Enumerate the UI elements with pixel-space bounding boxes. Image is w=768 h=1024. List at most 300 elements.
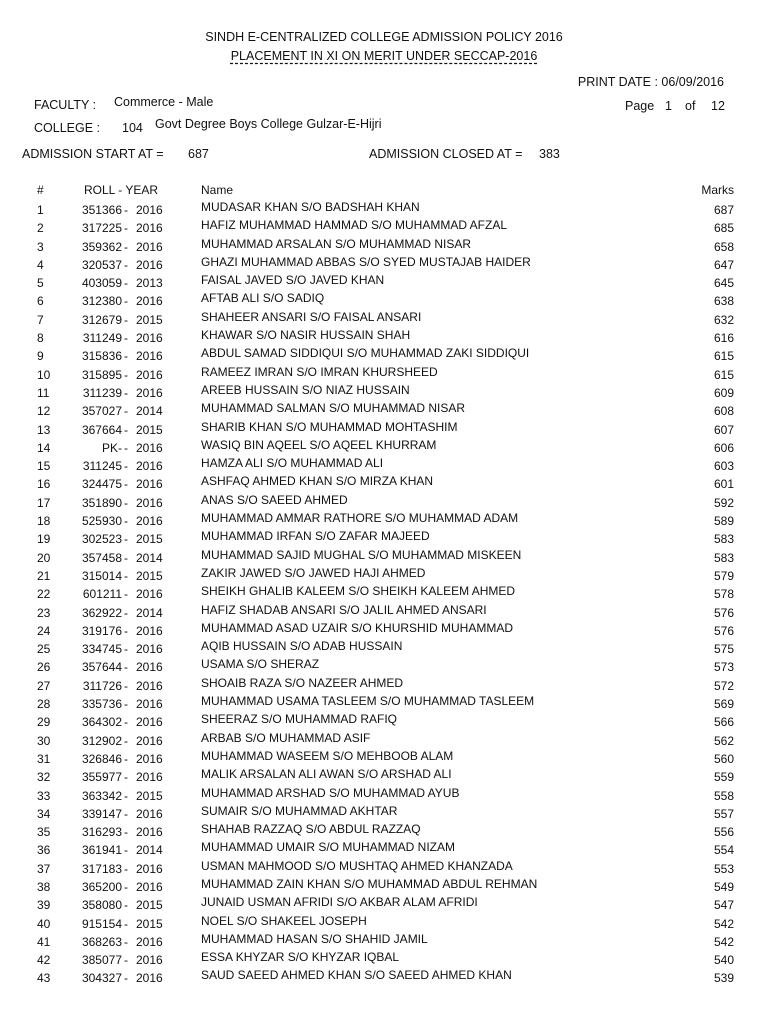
row-separator: - (124, 861, 128, 876)
row-name: HAFIZ SHADAB ANSARI S/O JALIL AHMED ANSARI (201, 602, 487, 617)
row-roll: 311249 (82, 331, 122, 346)
row-roll: 319176 (81, 623, 122, 638)
row-marks: 647 (713, 257, 734, 272)
row-separator: - (124, 221, 128, 236)
row-marks: 542 (713, 916, 734, 931)
row-year: 2016 (136, 203, 163, 217)
row-year: 2016 (136, 678, 163, 693)
row-marks: 607 (713, 422, 734, 437)
row-roll: 364302 (81, 715, 122, 730)
row-year: 2016 (136, 642, 163, 657)
row-roll: 317225 (81, 221, 122, 236)
row-roll: 317183 (81, 861, 122, 876)
table-row (0, 695, 768, 713)
row-year: 2016 (136, 623, 163, 638)
row-separator: - (124, 312, 128, 327)
row-separator: - (124, 587, 128, 602)
row-separator: - (124, 203, 128, 217)
row-marks: 549 (713, 879, 734, 894)
row-name: MUHAMMAD HASAN S/O SHAHID JAMIL (201, 931, 428, 946)
row-number: 40 (37, 916, 51, 931)
table-row (0, 439, 768, 457)
row-name: SUMAIR S/O MUHAMMAD AKHTAR (201, 803, 398, 818)
row-year: 2016 (136, 861, 163, 876)
row-roll: 312380 (81, 294, 122, 309)
row-name: NOEL S/O SHAKEEL JOSEPH (201, 913, 367, 928)
row-roll: 311245 (82, 459, 122, 474)
row-name: ESSA KHYZAR S/O KHYZAR IQBAL (201, 950, 400, 965)
row-year: 2016 (136, 660, 163, 675)
row-name: USMAN MAHMOOD S/O MUSHTAQ AHMED KHANZADA (201, 858, 513, 873)
row-number: 25 (37, 642, 51, 657)
row-number: 38 (37, 879, 51, 894)
table-row (0, 238, 768, 256)
row-marks: 645 (713, 276, 734, 291)
row-separator: - (124, 953, 128, 968)
row-number: 7 (37, 312, 44, 327)
table-row (0, 787, 768, 805)
row-marks: 685 (713, 221, 734, 236)
row-number: 26 (37, 660, 51, 675)
row-name: RAMEEZ IMRAN S/O IMRAN KHURSHEED (201, 364, 438, 379)
table-row (0, 201, 768, 219)
row-separator: - (124, 495, 128, 510)
row-separator: - (124, 440, 128, 455)
row-roll: 311726 (82, 678, 122, 693)
row-marks: 615 (713, 349, 734, 364)
row-number: 3 (37, 239, 44, 254)
table-row (0, 896, 768, 914)
row-name: ZAKIR JAWED S/O JAWED HAJI AHMED (201, 565, 426, 580)
row-marks: 576 (713, 605, 734, 620)
row-marks: 609 (713, 385, 734, 400)
page-label: Page (625, 99, 655, 113)
row-marks: 539 (713, 971, 734, 986)
row-name: KHAWAR S/O NASIR HUSSAIN SHAH (201, 328, 411, 343)
row-number: 11 (37, 385, 50, 400)
row-year: 2015 (136, 422, 163, 437)
table-row (0, 860, 768, 878)
row-separator: - (124, 276, 128, 291)
page-total: 12 (711, 99, 725, 113)
row-name: HAFIZ MUHAMMAD HAMMAD S/O MUHAMMAD AFZAL (201, 218, 508, 233)
row-year: 2016 (136, 495, 163, 510)
table-row (0, 969, 768, 987)
row-year: 2016 (136, 934, 163, 949)
row-year: 2015 (136, 916, 163, 931)
row-marks: 575 (713, 642, 734, 657)
row-number: 36 (37, 843, 51, 858)
row-year: 2014 (136, 550, 163, 565)
row-marks: 554 (713, 843, 734, 858)
row-roll: 525930 (81, 514, 122, 529)
row-marks: 573 (713, 660, 734, 675)
row-separator: - (124, 422, 128, 437)
row-year: 2016 (136, 825, 163, 840)
row-number: 2 (37, 221, 44, 236)
row-roll: 365200 (81, 879, 122, 894)
row-marks: 608 (713, 404, 734, 419)
row-name: SAUD SAEED AHMED KHAN S/O SAEED AHMED KHAN (201, 968, 512, 983)
row-number: 37 (37, 861, 51, 876)
document-title: SINDH E-CENTRALIZED COLLEGE ADMISSION POLICY 2016 (205, 30, 563, 44)
row-roll: 351890 (81, 495, 122, 510)
table-row (0, 951, 768, 969)
row-number: 14 (37, 440, 51, 455)
table-row (0, 640, 768, 658)
row-name: AFTAB ALI S/O SADIQ (201, 291, 325, 306)
row-separator: - (124, 404, 128, 419)
row-name: MUDASAR KHAN S/O BADSHAH KHAN (201, 200, 420, 214)
row-roll: 304327 (81, 971, 122, 986)
table-row (0, 512, 768, 530)
row-marks: 632 (713, 312, 734, 327)
row-year: 2016 (136, 459, 163, 474)
row-year: 2016 (136, 257, 163, 272)
row-separator: - (124, 568, 128, 583)
row-name: ABDUL SAMAD SIDDIQUI S/O MUHAMMAD ZAKI SIDDIQUI (201, 346, 530, 361)
row-year: 2014 (136, 605, 163, 620)
college-code: 104 (122, 121, 143, 135)
row-name: SHEERAZ S/O MUHAMMAD RAFIQ (201, 712, 398, 727)
row-name: SHAHEER ANSARI S/O FAISAL ANSARI (201, 309, 422, 324)
row-separator: - (124, 623, 128, 638)
row-roll: 361941 (81, 843, 122, 858)
row-number: 43 (37, 971, 51, 986)
row-name: MUHAMMAD IRFAN S/O ZAFAR MAJEED (201, 529, 430, 544)
row-number: 32 (37, 770, 51, 785)
col-header-roll-year: ROLL - YEAR (84, 183, 159, 197)
row-separator: - (124, 642, 128, 657)
row-marks: 616 (713, 331, 734, 346)
table-row (0, 402, 768, 420)
row-marks: 638 (713, 294, 734, 309)
table-row (0, 219, 768, 237)
row-year: 2016 (136, 239, 163, 254)
row-separator: - (124, 239, 128, 254)
row-number: 27 (37, 678, 51, 693)
row-separator: - (124, 660, 128, 675)
table-row (0, 768, 768, 786)
row-name: ASHFAQ AHMED KHAN S/O MIRZA KHAN (201, 474, 434, 489)
row-number: 4 (37, 257, 44, 272)
row-name: MUHAMMAD USAMA TASLEEM S/O MUHAMMAD TASLEEM (201, 694, 535, 709)
admission-closed-value: 383 (539, 147, 560, 161)
row-roll: 315014 (81, 568, 122, 583)
row-name: USAMA S/O SHERAZ (201, 657, 320, 672)
row-marks: 583 (713, 532, 734, 547)
table-row (0, 915, 768, 933)
row-name: JUNAID USMAN AFRIDI S/O AKBAR ALAM AFRIDI (201, 895, 478, 910)
admission-closed-label: ADMISSION CLOSED AT = (369, 147, 523, 161)
row-year: 2016 (136, 971, 163, 986)
row-marks: 559 (713, 770, 734, 785)
print-date: PRINT DATE : 06/09/2016 (577, 75, 724, 89)
row-roll: 326846 (81, 751, 122, 766)
row-name: AREEB HUSSAIN S/O NIAZ HUSSAIN (201, 382, 410, 397)
row-marks: 556 (713, 825, 734, 840)
row-number: 6 (37, 294, 44, 309)
merit-list (0, 201, 768, 988)
table-row (0, 567, 768, 585)
row-number: 33 (37, 788, 51, 803)
table-row (0, 384, 768, 402)
row-roll: 362922 (81, 605, 122, 620)
row-marks: 658 (713, 239, 734, 254)
row-roll: 334745 (81, 642, 122, 657)
row-marks: 547 (713, 898, 734, 913)
row-roll: 358080 (81, 898, 122, 913)
row-separator: - (124, 806, 128, 821)
row-roll: 315836 (81, 349, 122, 364)
row-roll: 368263 (81, 934, 122, 949)
row-roll: 324475 (81, 477, 122, 492)
table-row (0, 475, 768, 493)
row-year: 2016 (136, 879, 163, 894)
row-marks: 603 (713, 459, 734, 474)
table-row (0, 933, 768, 951)
row-marks: 615 (713, 367, 734, 382)
row-separator: - (124, 367, 128, 382)
row-year: 2016 (136, 514, 163, 529)
college-label: COLLEGE : (34, 121, 100, 135)
row-name: MUHAMMAD UMAIR S/O MUHAMMAD NIZAM (201, 840, 455, 855)
admission-start-label: ADMISSION START AT = (22, 147, 164, 161)
row-roll: 363342 (81, 788, 122, 803)
row-year: 2016 (136, 715, 163, 730)
row-roll: 357644 (81, 660, 122, 675)
row-year: 2016 (136, 953, 163, 968)
row-number: 13 (37, 422, 51, 437)
row-year: 2015 (136, 898, 163, 913)
row-separator: - (124, 385, 128, 400)
row-year: 2015 (136, 312, 163, 327)
page-current: 1 (665, 99, 672, 113)
row-marks: 589 (713, 514, 734, 529)
row-separator: - (124, 294, 128, 309)
row-number: 1 (37, 203, 44, 217)
row-number: 10 (37, 367, 51, 382)
row-year: 2016 (136, 349, 163, 364)
row-number: 19 (37, 532, 51, 547)
row-number: 28 (37, 697, 51, 712)
row-separator: - (124, 770, 128, 785)
row-separator: - (124, 331, 128, 346)
row-marks: 579 (713, 568, 734, 583)
table-row (0, 530, 768, 548)
row-number: 20 (37, 550, 51, 565)
table-row (0, 805, 768, 823)
col-header-num: # (37, 183, 44, 197)
row-name: ANAS S/O SAEED AHMED (201, 492, 348, 507)
row-year: 2016 (136, 587, 163, 602)
table-row (0, 713, 768, 731)
row-year: 2016 (136, 770, 163, 785)
row-number: 34 (37, 806, 51, 821)
row-roll: 315895 (81, 367, 122, 382)
row-year: 2014 (136, 404, 163, 419)
row-number: 9 (37, 349, 44, 364)
row-number: 23 (37, 605, 51, 620)
row-name: AQIB HUSSAIN S/O ADAB HUSSAIN (201, 639, 403, 654)
faculty-value: Commerce - Male (114, 95, 214, 109)
table-row (0, 329, 768, 347)
document-subtitle (0, 49, 768, 63)
row-year: 2013 (136, 276, 163, 291)
row-number: 5 (37, 276, 44, 291)
row-name: SHAHAB RAZZAQ S/O ABDUL RAZZAQ (201, 822, 421, 837)
row-separator: - (124, 715, 128, 730)
row-name: MUHAMMAD WASEEM S/O MEHBOOB ALAM (201, 748, 454, 763)
row-number: 42 (37, 953, 51, 968)
table-row (0, 622, 768, 640)
row-separator: - (124, 697, 128, 712)
row-year: 2015 (136, 788, 163, 803)
row-marks: 542 (713, 934, 734, 949)
row-marks: 558 (713, 788, 734, 803)
admission-start-value: 687 (188, 147, 209, 161)
table-row (0, 256, 768, 274)
row-name: MUHAMMAD ARSHAD S/O MUHAMMAD AYUB (201, 785, 460, 800)
col-header-name: Name (201, 183, 234, 197)
row-number: 8 (37, 331, 44, 346)
row-number: 29 (37, 715, 51, 730)
row-separator: - (124, 898, 128, 913)
row-roll: 357458 (81, 550, 122, 565)
row-year: 2016 (136, 733, 163, 748)
row-number: 39 (37, 898, 51, 913)
row-year: 2015 (136, 532, 163, 547)
row-roll: 359362 (81, 239, 122, 254)
row-marks: 583 (713, 550, 734, 565)
row-marks: 572 (713, 678, 734, 693)
row-roll: 915154 (81, 916, 122, 931)
table-row (0, 274, 768, 292)
row-marks: 560 (713, 751, 734, 766)
row-number: 18 (37, 514, 51, 529)
row-separator: - (124, 514, 128, 529)
row-year: 2016 (136, 751, 163, 766)
row-number: 17 (37, 495, 51, 510)
row-year: 2016 (136, 331, 163, 346)
table-row (0, 549, 768, 567)
table-row (0, 823, 768, 841)
table-row (0, 841, 768, 859)
row-year: 2014 (136, 843, 163, 858)
row-separator: - (124, 971, 128, 986)
table-row (0, 878, 768, 896)
row-name: MUHAMMAD ZAIN KHAN S/O MUHAMMAD ABDUL REHMAN (201, 876, 538, 891)
row-year: 2016 (136, 697, 163, 712)
row-roll: 312679 (81, 312, 122, 327)
row-marks: 687 (713, 203, 734, 217)
row-roll: PK- (101, 440, 122, 455)
faculty-label: FACULTY : (34, 98, 97, 112)
row-year: 2016 (136, 806, 163, 821)
row-separator: - (124, 788, 128, 803)
row-number: 41 (37, 934, 51, 949)
row-roll: 320537 (81, 257, 122, 272)
row-name: SHARIB KHAN S/O MUHAMMAD MOHTASHIM (201, 419, 458, 434)
page-of: of (685, 99, 696, 113)
row-year: 2016 (136, 477, 163, 492)
table-row (0, 347, 768, 365)
row-roll: 385077 (81, 953, 122, 968)
row-marks: 576 (713, 623, 734, 638)
row-marks: 578 (713, 587, 734, 602)
row-separator: - (124, 257, 128, 272)
table-row (0, 750, 768, 768)
row-separator: - (124, 751, 128, 766)
row-roll: 311239 (82, 385, 122, 400)
row-number: 16 (37, 477, 51, 492)
row-name: MUHAMMAD SALMAN S/O MUHAMMAD NISAR (201, 401, 466, 416)
row-separator: - (124, 605, 128, 620)
table-row (0, 604, 768, 622)
table-row (0, 732, 768, 750)
row-number: 31 (37, 751, 51, 766)
row-name: MUHAMMAD SAJID MUGHAL S/O MUHAMMAD MISKEEN (201, 547, 522, 562)
row-marks: 566 (713, 715, 734, 730)
row-roll: 367664 (81, 422, 122, 437)
table-row (0, 585, 768, 603)
row-marks: 553 (713, 861, 734, 876)
row-number: 22 (37, 587, 51, 602)
table-row (0, 421, 768, 439)
row-marks: 562 (713, 733, 734, 748)
row-separator: - (124, 459, 128, 474)
row-marks: 606 (713, 440, 734, 455)
row-separator: - (124, 916, 128, 931)
table-row (0, 366, 768, 384)
row-roll: 316293 (81, 825, 122, 840)
table-row (0, 311, 768, 329)
row-number: 21 (37, 568, 51, 583)
row-separator: - (124, 678, 128, 693)
row-name: GHAZI MUHAMMAD ABBAS S/O SYED MUSTAJAB HAIDER (201, 254, 531, 269)
row-separator: - (124, 349, 128, 364)
row-number: 12 (37, 404, 51, 419)
row-roll: 302523 (81, 532, 122, 547)
table-row (0, 292, 768, 310)
row-year: 2016 (136, 385, 163, 400)
row-roll: 312902 (81, 733, 122, 748)
row-number: 24 (37, 623, 51, 638)
row-roll: 601211 (82, 587, 122, 602)
table-row (0, 457, 768, 475)
subtitle-text: PLACEMENT IN XI ON MERIT UNDER SECCAP-2016 (230, 49, 538, 63)
row-name: ARBAB S/O MUHAMMAD ASIF (201, 730, 371, 745)
row-separator: - (124, 825, 128, 840)
table-row (0, 494, 768, 512)
row-separator: - (124, 879, 128, 894)
row-separator: - (124, 477, 128, 492)
row-marks: 540 (713, 953, 734, 968)
row-number: 15 (37, 459, 51, 474)
row-name: WASIQ BIN AQEEL S/O AQEEL KHURRAM (201, 437, 437, 452)
row-marks: 601 (713, 477, 734, 492)
row-name: MUHAMMAD ARSALAN S/O MUHAMMAD NISAR (201, 236, 472, 251)
row-name: MALIK ARSALAN ALI AWAN S/O ARSHAD ALI (201, 767, 452, 782)
row-number: 35 (37, 825, 51, 840)
row-roll: 403059 (81, 276, 122, 291)
college-name: Govt Degree Boys College Gulzar-E-Hijri (155, 117, 382, 131)
row-roll: 335736 (81, 697, 122, 712)
row-marks: 557 (713, 806, 734, 821)
row-name: MUHAMMAD ASAD UZAIR S/O KHURSHID MUHAMMAD (201, 620, 514, 635)
row-name: MUHAMMAD AMMAR RATHORE S/O MUHAMMAD ADAM (201, 511, 519, 526)
col-header-marks: Marks (701, 183, 734, 197)
